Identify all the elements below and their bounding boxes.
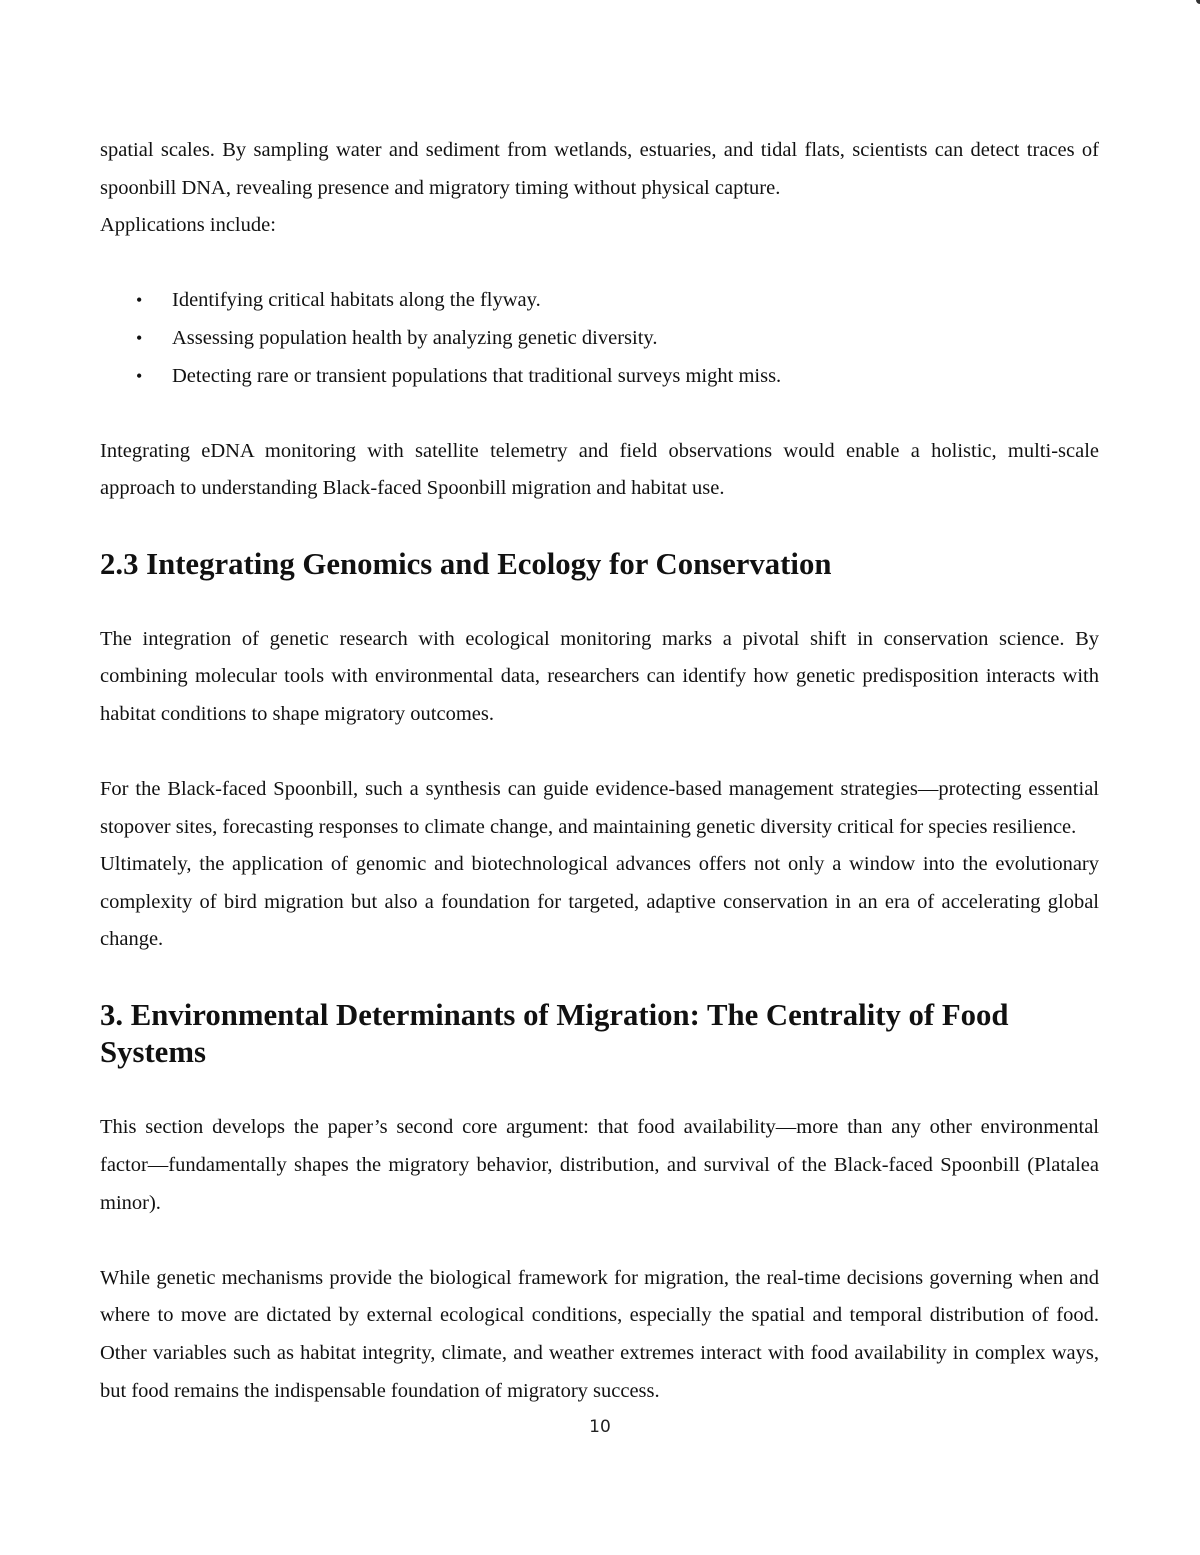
bullet-icon: • bbox=[136, 290, 143, 311]
bullet-icon: • bbox=[136, 327, 143, 348]
integration-paragraph: Integrating eDNA monitoring with satellite telemetry and field observations would enable a holistic, multi-scale approach to understanding Black-faced Spoonbill migration and habitat use. bbox=[100, 439, 1099, 500]
list-item-text: Detecting rare or transient populations that traditional surveys might miss. bbox=[172, 364, 782, 387]
spacer bbox=[100, 508, 1099, 546]
section-2-3-paragraph-1: The integration of genetic research with ecological monitoring marks a pivotal shift in conservation science. By combining molecular tools with environmental data, researchers can identify how genetic predisposition interacts with habitat conditions to shape migratory outcomes. bbox=[100, 627, 1099, 725]
bullet-icon: • bbox=[136, 365, 143, 386]
list-item bbox=[100, 320, 1099, 358]
spacer bbox=[100, 583, 1099, 621]
list-item bbox=[100, 282, 1099, 320]
spacer bbox=[100, 1072, 1099, 1110]
spacer bbox=[100, 734, 1099, 772]
document-page bbox=[100, 132, 1099, 1410]
spacer bbox=[100, 959, 1099, 997]
section-heading-3: 3. Environmental Determinants of Migration: The Centrality of Food Systems bbox=[100, 997, 1009, 1070]
section-3-paragraph-2: While genetic mechanisms provide the biological framework for migration, the real-time decisions governing when and where to move are dictated by external ecological conditions, especially the spatial and temporal distribution of food. Other variables such as habitat integrity, climate, and weather extremes interact with food availability in complex ways, but food remains the indispensable foundation of migratory success. bbox=[100, 1266, 1099, 1402]
spacer bbox=[100, 1222, 1099, 1260]
page-number: 10 bbox=[589, 1417, 611, 1437]
intro-paragraph: spatial scales. By sampling water and sediment from wetlands, estuaries, and tidal flats, scientists can detect traces of spoonbill DNA, revealing presence and migratory timing without physical capture. bbox=[100, 139, 1099, 199]
spacer bbox=[100, 395, 1099, 433]
section-2-3-paragraph-2: For the Black-faced Spoonbill, such a synthesis can guide evidence-based management strategies—protecting essential stopover sites, forecasting responses to climate change, and maintaining genetic diversity critical for species resilience. bbox=[100, 778, 1099, 838]
applications-label: Applications include: bbox=[100, 214, 276, 237]
spacer bbox=[100, 245, 1099, 283]
list-item bbox=[100, 358, 1099, 396]
list-item-text: Identifying critical habitats along the flyway. bbox=[172, 289, 541, 312]
applications-list bbox=[100, 282, 1099, 395]
page-corner-mark bbox=[1196, 0, 1200, 4]
section-3-paragraph-1: This section develops the paper’s second core argument: that food availability—more than any other environmental factor—fundamentally shapes the migratory behavior, distribution, and survival of the Black-faced Spoonbill (Platalea minor). bbox=[100, 1116, 1099, 1214]
section-heading-2-3: 2.3 Integrating Genomics and Ecology for Conservation bbox=[100, 546, 832, 581]
list-item-text: Assessing population health by analyzing genetic diversity. bbox=[172, 326, 658, 349]
section-2-3-paragraph-3: Ultimately, the application of genomic and biotechnological advances offers not only a window into the evolutionary complexity of bird migration but also a foundation for targeted, adaptive conservation in an era of accelerating global change. bbox=[100, 853, 1099, 951]
